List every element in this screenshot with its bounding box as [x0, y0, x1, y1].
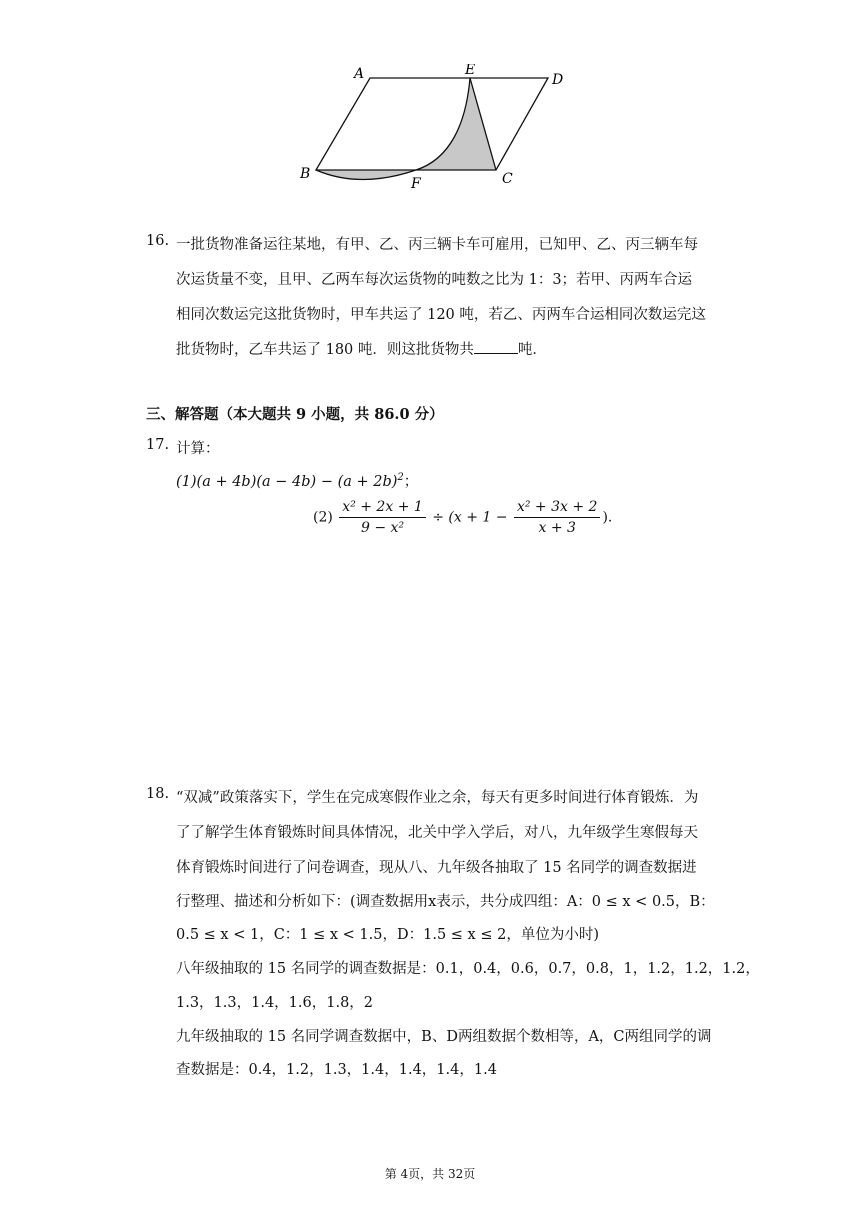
q17-part-2-prefix: (2) — [313, 509, 333, 526]
q17-part-1-expr: (1)(a + 4b)(a − 4b) − (a + 2b) — [176, 474, 398, 490]
q18-line-1: “双减”政策落实下，学生在完成寒假作业之余，每天有更多时间进行体育锻炼．为 — [176, 790, 699, 806]
section-heading: 三、解答题（本大题共 9 小题，共 86.0 分） — [146, 406, 444, 423]
q18-line-2: 了了解学生体育锻炼时间具体情况，北关中学入学后，对八，九年级学生寒假每天 — [176, 825, 698, 841]
q18-line-6: 八年级抽取的 15 名同学的调查数据是：0.1，0.4，0.6，0.7，0.8，1，1.2，1.2，1.2， — [176, 961, 760, 977]
question-number: 16. — [146, 233, 170, 249]
q18-line-8: 九年级抽取的 15 名同学调查数据中，B、D两组数据个数相等，A，C两组同学的调 — [176, 1029, 712, 1045]
parallelogram-figure — [290, 64, 580, 194]
label-a: A — [354, 66, 365, 82]
label-e: E — [465, 64, 476, 78]
q16-line-3: 相同次数运完这批货物时，甲车共运了 120 吨，若乙、丙两车合运相同次数运完这 — [176, 307, 706, 323]
q16-line-4-end: 吨． — [517, 342, 547, 358]
fraction-1-numerator: x² + 2x + 1 — [342, 499, 423, 515]
fraction-2-denominator: x + 3 — [514, 517, 600, 536]
q17-part-2-end: ). — [602, 509, 613, 526]
fraction-1 — [339, 499, 425, 536]
shaded-region-right — [416, 78, 496, 170]
question-number: 17. — [146, 437, 170, 453]
q18-line-9: 查数据是：0.4，1.2，1.3，1.4，1.4，1.4，1.4 — [176, 1062, 497, 1078]
q18-line-7: 1.3，1.3，1.4，1.6，1.8，2 — [176, 995, 374, 1011]
q18-line-4: 行整理、描述和分析如下：(调查数据用x表示，共分成四组：A：0 ≤ x < 0.5，B： — [176, 894, 715, 910]
q17-part-1-exponent: 2 — [397, 472, 404, 484]
page-footer: 第 4页，共 32页 — [384, 1167, 476, 1181]
q16-line-2: 次运货量不变，且甲、乙两车每次运货物的吨数之比为 1：3；若甲、丙两车合运 — [176, 272, 693, 288]
q17-intro: 计算： — [176, 441, 220, 457]
q17-part-2 — [313, 499, 612, 536]
q16-line-1: 一批货物准备运往某地，有甲、乙、丙三辆卡车可雇用，已知甲、乙、丙三辆车每 — [176, 237, 698, 253]
label-b: B — [300, 166, 311, 182]
q17-part-1 — [176, 470, 418, 491]
parallelogram-abcd — [316, 78, 548, 170]
label-f: F — [411, 176, 421, 192]
fraction-2-numerator: x² + 3x + 2 — [516, 499, 598, 515]
answer-blank — [474, 341, 518, 354]
q17-division: ÷ (x + 1 − — [432, 509, 508, 526]
q18-line-3: 体育锻炼时间进行了问卷调查，现从八、九年级各抽取了 15 名同学的调查数据进 — [176, 860, 697, 876]
label-c: C — [502, 171, 513, 187]
q17-part-1-end: ； — [403, 474, 419, 490]
fraction-2 — [514, 499, 600, 536]
q16-line-4-text: 批货物时，乙车共运了 180 吨．则这批货物共 — [176, 342, 474, 358]
q16-line-4 — [176, 338, 547, 359]
fraction-1-denominator: 9 − x² — [339, 517, 425, 536]
question-number: 18. — [146, 786, 170, 802]
label-d: D — [552, 72, 564, 88]
q18-line-5: 0.5 ≤ x < 1，C：1 ≤ x < 1.5，D：1.5 ≤ x ≤ 2，单位为小时) — [176, 927, 599, 943]
